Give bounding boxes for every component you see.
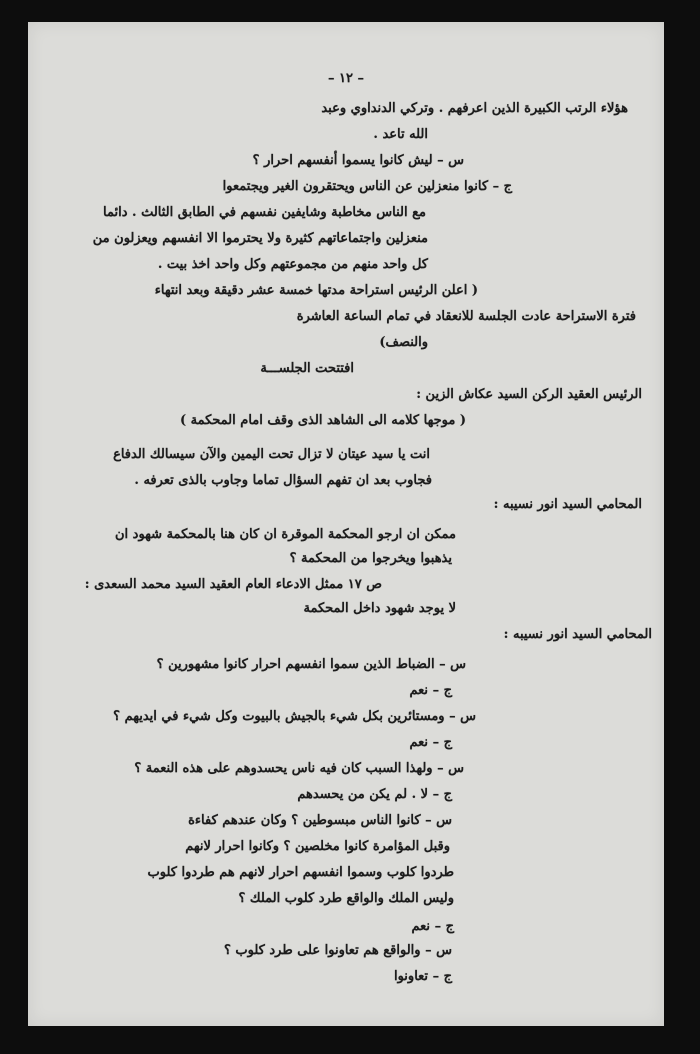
text-line: س – ومستائرين بكل شيء بالجيش بالبيوت وكل شيء في ايديهم ؟ bbox=[113, 709, 476, 724]
page-number: – ١٢ – bbox=[327, 71, 365, 86]
text-line: منعزلين واجتماعاتهم كثيرة ولا يحترموا الا انفسهم ويعزلون من bbox=[92, 231, 428, 246]
text-line: ( موجها كلامه الى الشاهد الذى وقف امام المحكمة ) bbox=[179, 413, 466, 428]
text-line: ج – نعم bbox=[409, 735, 452, 750]
speaker-heading: المحامي السيد انور نسيبه : bbox=[493, 497, 642, 512]
speaker-heading: الرئيس العقيد الركن السيد عكاش الزين : bbox=[416, 387, 642, 402]
text-line: فجاوب بعد ان تفهم السؤال تماما وجاوب بالذى تعرفه . bbox=[134, 473, 432, 488]
text-line: س – ولهذا السبب كان فيه ناس يحسدوهم على هذه النعمة ؟ bbox=[134, 761, 464, 776]
text-line: والنصف) bbox=[379, 335, 428, 350]
text-line: س – الضباط الذين سموا انفسهم احرار كانوا مشهورين ؟ bbox=[156, 657, 466, 672]
text-line: س – والواقع هم تعاونوا على طرد كلوب ؟ bbox=[223, 943, 452, 958]
text-line: طردوا كلوب وسموا انفسهم احرار لانهم هم طردوا كلوب bbox=[147, 865, 454, 880]
speaker-heading: ص ١٧ ممثل الادعاء العام العقيد السيد محمد السعدى : bbox=[84, 577, 382, 592]
text-line: ج – لا . لم يكن من يحسدهم bbox=[297, 787, 452, 802]
text-line: ج – تعاونوا bbox=[393, 969, 452, 984]
section-heading: افتتحت الجلســـة bbox=[260, 361, 354, 376]
text-line: ج – كانوا منعزلين عن الناس ويحتقرون الغير ويجتمعوا bbox=[222, 179, 512, 194]
text-line: انت يا سيد عيتان لا تزال تحت اليمين والآن سيسالك الدفاع bbox=[113, 447, 430, 462]
text-line: وقبل المؤامرة كانوا مخلصين ؟ وكانوا احرار لانهم bbox=[185, 839, 450, 854]
speaker-heading: المحامي السيد انور نسيبه : bbox=[503, 627, 652, 642]
text-line: ممكن ان ارجو المحكمة الموقرة ان كان هنا بالمحكمة شهود ان bbox=[114, 527, 456, 542]
text-line: وليس الملك والواقع طرد كلوب الملك ؟ bbox=[238, 891, 454, 906]
text-line: الله تاعد . bbox=[373, 127, 428, 142]
text-line: ج – نعم bbox=[409, 683, 452, 698]
text-line: ( اعلن الرئيس استراحة مدتها خمسة عشر دقيقة وبعد انتهاء bbox=[154, 283, 478, 298]
document-page bbox=[28, 22, 664, 1026]
text-line: هؤلاء الرتب الكبيرة الذين اعرفهم . وتركي الدنداوي وعبد bbox=[321, 101, 628, 116]
text-line: فترة الاستراحة عادت الجلسة للانعقاد في تمام الساعة العاشرة bbox=[296, 309, 636, 324]
text-line: يذهبوا ويخرجوا من المحكمة ؟ bbox=[289, 551, 452, 566]
text-line: لا يوجد شهود داخل المحكمة bbox=[303, 601, 456, 616]
text-line: ج – نعم bbox=[411, 919, 454, 934]
text-line: س – كانوا الناس مبسوطين ؟ وكان عندهم كفاءة bbox=[188, 813, 452, 828]
text-line: س – ليش كانوا يسموا أنفسهم احرار ؟ bbox=[252, 153, 464, 168]
text-line: مع الناس مخاطبة وشايفين نفسهم في الطابق الثالث . دائما bbox=[103, 205, 426, 220]
text-line: كل واحد منهم من مجموعتهم وكل واحد اخذ بيت . bbox=[157, 257, 428, 272]
